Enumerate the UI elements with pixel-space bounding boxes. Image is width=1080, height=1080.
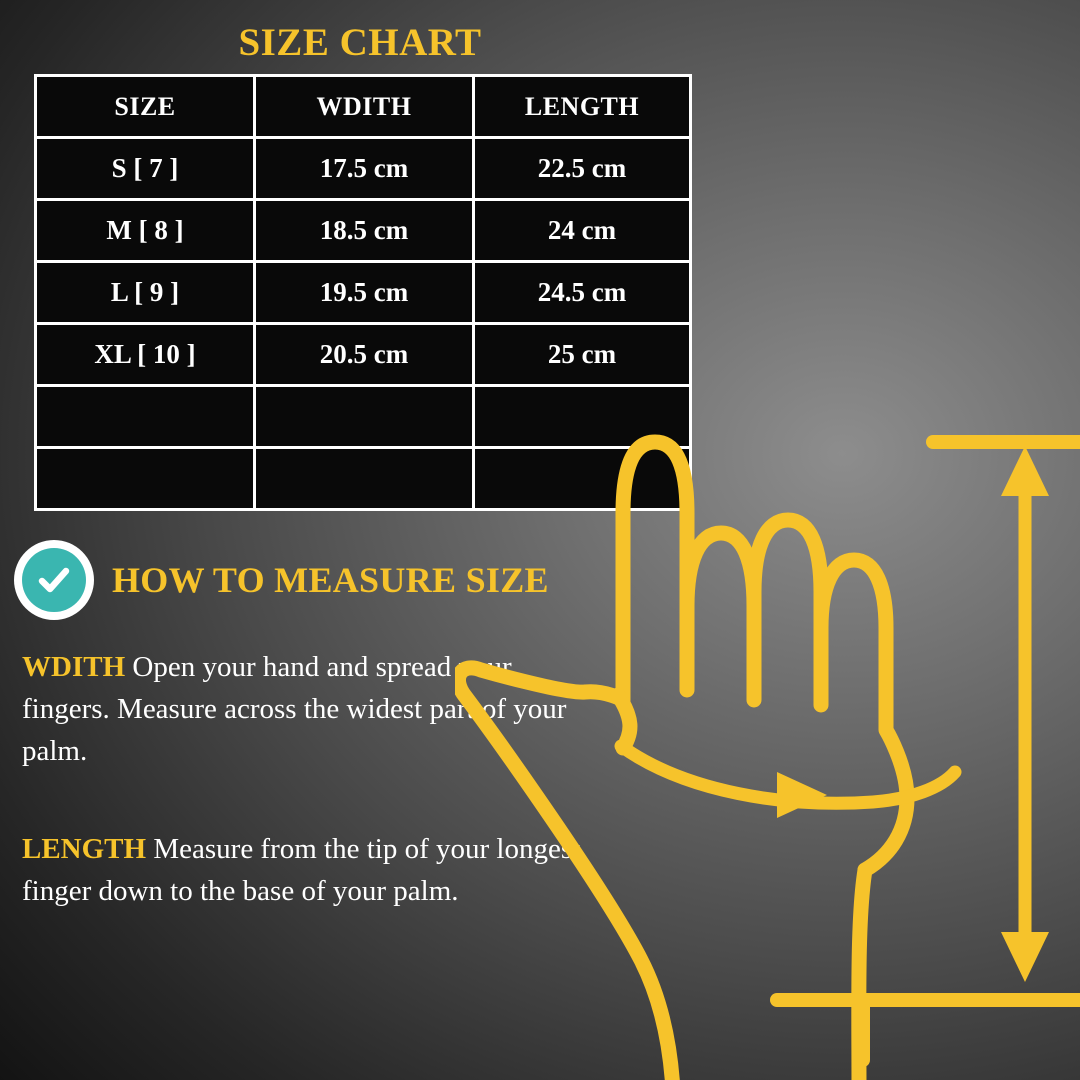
cell-length: 24.5 cm [474,262,691,324]
cell-length: 25 cm [474,324,691,386]
length-instruction-text: Measure from the tip of your longest finger down to the base of your palm. [22,833,581,908]
hand-illustration [455,400,1080,1080]
cell-width [255,448,474,510]
cell-length: 24 cm [474,200,691,262]
table-row [36,324,691,386]
cell-size: XL [ 10 ] [36,324,255,386]
length-keyword: LENGTH [22,833,147,865]
page-title: SIZE CHART [238,21,482,64]
cell-size: L [ 9 ] [36,262,255,324]
check-badge [14,540,94,620]
column-header-width: WDITH [255,76,474,138]
how-to-measure-title: HOW TO MEASURE SIZE [112,560,549,600]
cell-width: 18.5 cm [255,200,474,262]
cell-size: S [ 7 ] [36,138,255,200]
cell-width: 19.5 cm [255,262,474,324]
table-header-row [36,76,691,138]
width-instruction-text: Open your hand and spread your fingers. Measure across the widest part of your palm. [22,651,567,768]
cell-size [36,448,255,510]
cell-width: 20.5 cm [255,324,474,386]
check-icon [22,548,86,612]
cell-width [255,386,474,448]
table-row [36,200,691,262]
column-header-size: SIZE [36,76,255,138]
table-row [36,138,691,200]
cell-size [36,386,255,448]
cell-width: 17.5 cm [255,138,474,200]
length-arrow-head-top [1001,446,1049,496]
column-header-length: LENGTH [474,76,691,138]
cell-length: 22.5 cm [474,138,691,200]
cell-size: M [ 8 ] [36,200,255,262]
table-row [36,262,691,324]
length-arrow-head-bottom [1001,932,1049,982]
width-keyword: WDITH [22,651,126,683]
width-arrow-head [777,772,827,818]
